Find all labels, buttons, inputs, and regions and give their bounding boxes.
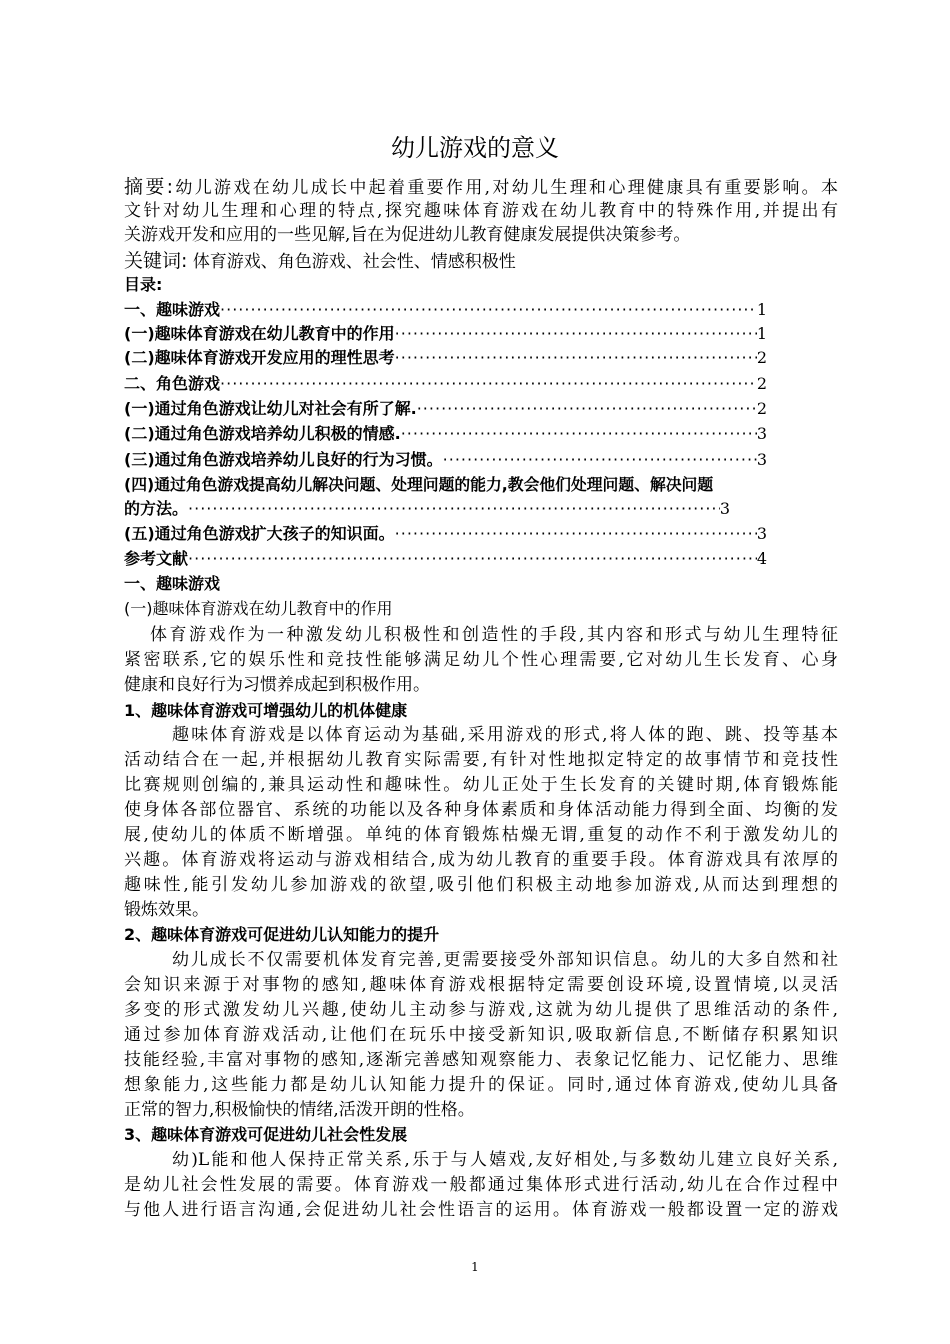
toc-item[interactable]: (一)趣味体育游戏在幼儿教育中的作用 ····· 1 [124, 322, 767, 346]
paragraph-line: 是幼儿社会性发展的需要。体育游戏一般都通过集体形式进行活动,幼儿在合作过程中 [124, 1175, 838, 1195]
abstract-line-2: 文针对幼儿生理和心理的特点,探究趣味体育游戏在幼儿教育中的特殊作用,并提出有 [124, 201, 838, 221]
section-heading: 一、趣味游戏 [124, 574, 221, 593]
toc-leader [395, 522, 757, 546]
toc-item[interactable]: (五)通过角色游戏扩大孩子的知识面。 ····· 3 [124, 522, 767, 546]
paragraph-line: 锻炼效果。 [124, 900, 209, 920]
paragraph-line: 紧密联系,它的娱乐性和竞技性能够满足幼儿个性心理需要,它对幼儿生长发育、心身 [124, 650, 838, 670]
toc-leader [188, 547, 757, 571]
toc-item[interactable]: (二)通过角色游戏培养幼儿积极的情感. ····· 3 [124, 422, 767, 446]
page-number: 1 [471, 1260, 479, 1274]
paragraph-line: 兴趣。体育游戏将运动与游戏相结合,成为幼儿教育的重要手段。体育游戏具有浓厚的 [124, 850, 838, 870]
paragraph-line: 多变的形式激发幼儿兴趣,使幼儿主动参与游戏,这就为幼儿提供了思维活动的条件, [124, 1000, 838, 1020]
toc-item[interactable]: (三)通过角色游戏培养幼儿良好的行为习惯。 ····· 3 [124, 448, 767, 472]
paragraph-line: 通过参加体育游戏活动,让他们在玩乐中接受新知识,吸取新信息,不断储存积累知识 [124, 1025, 838, 1045]
paragraph-line: 展,使幼儿的体质不断增强。单纯的体育锻炼枯燥无谓,重复的动作不利于激发幼儿的 [124, 825, 838, 845]
paragraph-line: 技能经验,丰富对事物的感知,逐渐完善感知观察能力、表象记忆能力、记忆能力、思维 [124, 1050, 838, 1070]
subsection-heading: 2、趣味体育游戏可促进幼儿认知能力的提升 [124, 925, 440, 944]
paragraph-line: 想象能力,这些能力都是幼儿认知能力提升的保证。同时,通过体育游戏,使幼儿具备 [124, 1075, 838, 1095]
toc-leader [188, 497, 720, 521]
toc-item[interactable]: 一、趣味游戏 ····· 1 [124, 298, 767, 322]
paragraph-line: 趣味体育游戏是以体育运动为基础,采用游戏的形式,将人体的跑、跳、投等基本 [172, 725, 838, 745]
paragraph-line: 幼儿成长不仅需要机体发育完善,更需要接受外部知识信息。幼儿的大多自然和社 [172, 950, 838, 970]
abstract-label: 摘要: [124, 176, 174, 198]
abstract-line-1: 摘要:幼儿游戏在幼儿成长中起着重要作用,对幼儿生理和心理健康具有重要影响。本 [124, 176, 838, 198]
toc-leader [395, 346, 757, 370]
paragraph-line: 使身体各部位器官、系统的功能以及各种身体素质和身体活动能力得到全面、均衡的发 [124, 800, 838, 820]
toc-item[interactable]: (二)趣味体育游戏开发应用的理性思考 ····· 2 [124, 346, 767, 370]
paragraph-line: 比赛规则创编的,兼具运动性和趣味性。幼儿正处于生长发育的关键时期,体育锻炼能 [124, 775, 838, 795]
toc-leader [417, 397, 757, 421]
toc-leader [220, 372, 757, 396]
toc-label: 目录: [124, 275, 163, 294]
page-title: 幼儿游戏的意义 [391, 134, 559, 162]
toc-leader [220, 298, 757, 322]
keywords-label: 关键词: [124, 250, 188, 272]
paragraph-line: 健康和良好行为习惯养成起到积极作用。 [124, 675, 430, 695]
paragraph-line: 与他人进行语言沟通,会促进幼儿社会性语言的运用。体育游戏一般都设置一定的游戏 [124, 1200, 838, 1220]
paragraph-line: 幼)L能和他人保持正常关系,乐于与人嬉戏,友好相处,与多数幼儿建立良好关系, [172, 1150, 838, 1170]
abstract-line-3: 关游戏开发和应用的一些见解,旨在为促进幼儿教育健康发展提供决策参考。 [124, 225, 691, 245]
paragraph-line: 体育游戏作为一种激发幼儿积极性和创造性的手段,其内容和形式与幼儿生理特征 [150, 625, 838, 645]
paragraph-line: 正常的智力,积极愉快的情绪,活泼开朗的性格。 [124, 1100, 475, 1120]
paragraph-line: 趣味性,能引发幼儿参加游戏的欲望,吸引他们积极主动地参加游戏,从而达到理想的 [124, 875, 838, 895]
paragraph-line: 活动结合在一起,并根据幼儿教育实际需要,有针对性地拟定特定的故事情节和竞技性 [124, 750, 838, 770]
subsection-heading: (一)趣味体育游戏在幼儿教育中的作用 [124, 599, 393, 618]
toc-leader [395, 322, 757, 346]
keywords [124, 249, 838, 274]
subsection-heading: 3、趣味体育游戏可促进幼儿社会性发展 [124, 1125, 408, 1144]
subsection-heading: 1、趣味体育游戏可增强幼儿的机体健康 [124, 701, 408, 720]
toc-leader [443, 448, 757, 472]
toc-item[interactable]: (一)通过角色游戏让幼儿对社会有所了解. ····· 2 [124, 397, 767, 421]
toc-item[interactable]: 的方法。 ····· 3 [124, 497, 730, 521]
paragraph-line: 会知识来源于对事物的感知,趣味体育游戏根据特定需要创设环境,设置情境,以灵活 [124, 975, 838, 995]
toc-item[interactable]: 参考文献 ····· 4 [124, 547, 767, 571]
keywords-text: 体育游戏、角色游戏、社会性、情感积极性 [192, 252, 516, 272]
toc-item[interactable]: (四)通过角色游戏提高幼儿解决问题、处理问题的能力,教会他们处理问题、解决问题 [124, 475, 714, 494]
toc-item[interactable]: 二、角色游戏 ····· 2 [124, 372, 767, 396]
toc-leader [401, 422, 757, 446]
